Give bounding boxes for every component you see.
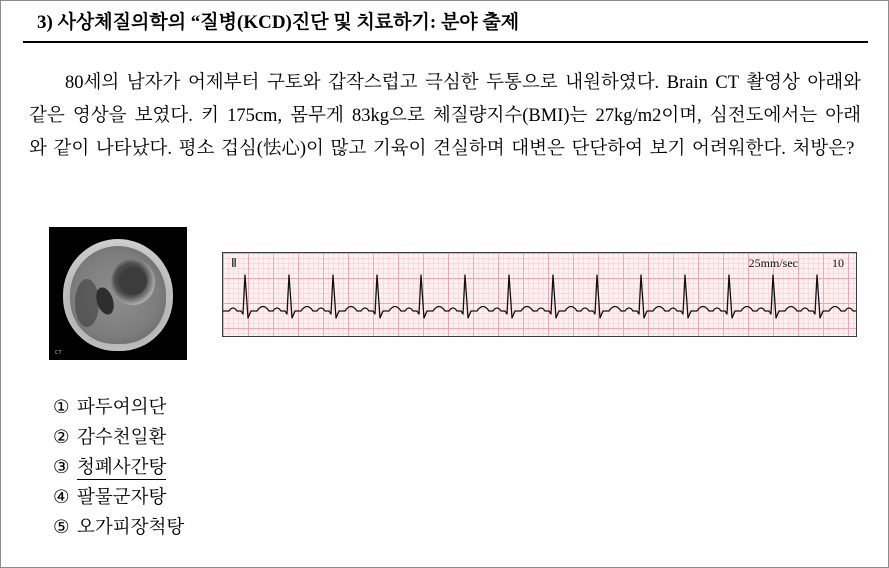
page-title: 3) 사상체질의학의 “질병(KCD)진단 및 치료하기: 분야 출제	[37, 12, 520, 33]
ecg-waveform	[223, 253, 856, 336]
choice-4-number: ④	[53, 488, 70, 508]
figure-row	[1, 227, 889, 363]
ct-sulci	[75, 279, 99, 327]
ecg-lead-label: Ⅱ	[231, 256, 237, 270]
choice-1-label: 파두여의단	[77, 398, 167, 418]
choice-3-label: 청폐사간탕	[77, 458, 167, 478]
choice-1-number: ①	[53, 398, 70, 418]
choice-5-label: 오가피장척탕	[77, 518, 185, 538]
choice-1[interactable]	[53, 393, 184, 423]
ecg-gain-label: 10	[832, 256, 844, 270]
choice-2-label: 감수천일환	[77, 428, 167, 448]
ecg-strip	[222, 252, 857, 337]
choice-2[interactable]	[53, 423, 184, 453]
choice-4[interactable]	[53, 483, 184, 513]
choice-5[interactable]	[53, 513, 184, 543]
ct-lesion-core	[119, 267, 147, 295]
choice-3-number: ③	[53, 458, 70, 478]
choice-2-number: ②	[53, 428, 70, 448]
title-divider	[23, 41, 868, 43]
choice-5-number: ⑤	[53, 518, 70, 538]
question-body-text: 80세의 남자가 어제부터 구토와 갑작스럽고 극심한 두통으로 내원하였다. Brain CT 촬영상 아래와 같은 영상을 보였다. 키 175cm, 몸무게 83kg으로 체질량지수(BMI)는 27kg/m2이며, 심전도에서는 아래와 같이 나타났다. 평소 겁심(怯心)이 많고 기육이 견실하며 대변은 단단하여 보기 어려워한다. 처방은?	[29, 73, 861, 159]
choice-3[interactable]	[53, 453, 184, 483]
ct-corner-stamp: CT	[55, 350, 63, 356]
choice-4-label: 팔물군자탕	[77, 488, 167, 508]
question-body	[29, 67, 861, 166]
answer-choices	[53, 393, 184, 543]
ecg-speed-label: 25mm/sec	[748, 256, 798, 270]
brain-ct-image	[49, 227, 187, 360]
